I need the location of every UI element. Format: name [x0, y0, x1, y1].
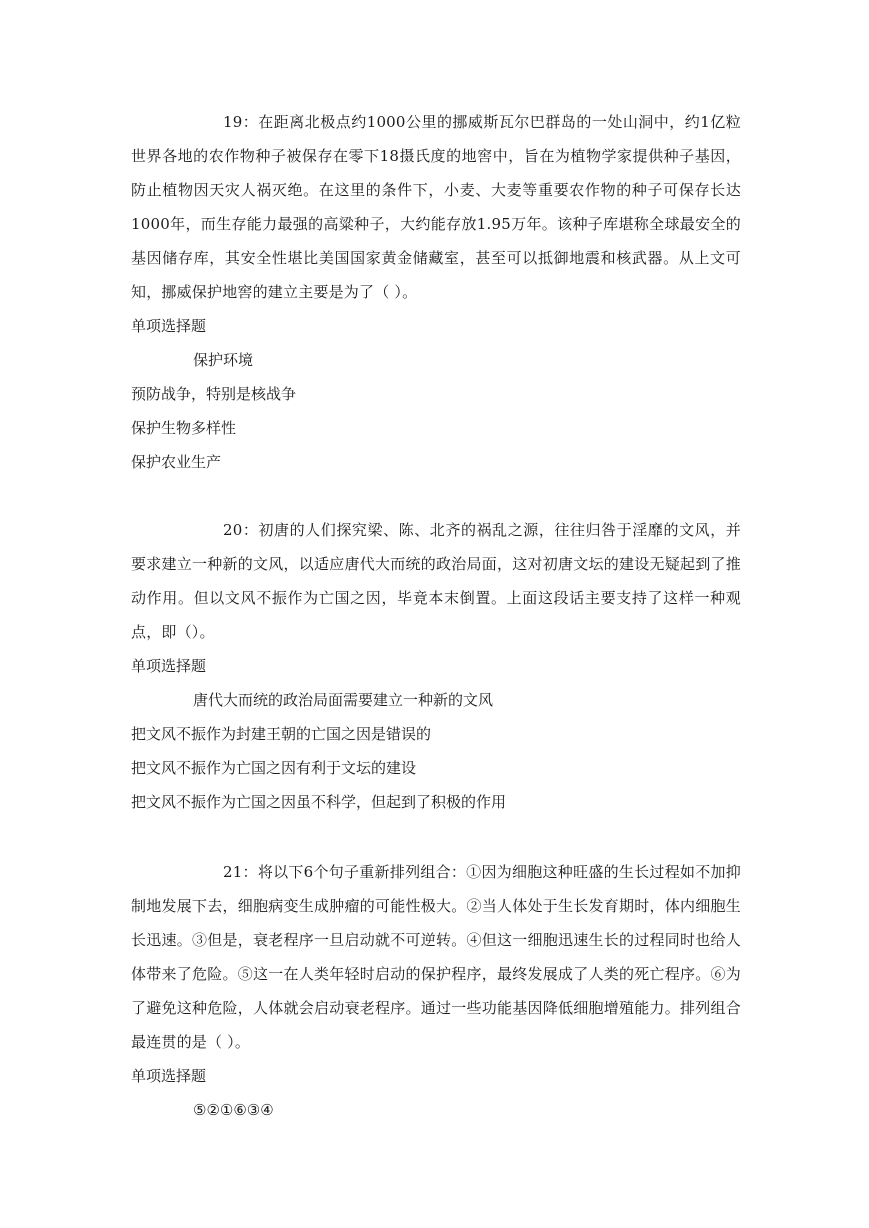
question-21: [131, 855, 741, 1127]
option-a[interactable]: 保护环境: [193, 351, 254, 369]
option-d[interactable]: 保护农业生产: [131, 453, 222, 471]
question-stem: 20：初唐的人们探究梁、陈、北齐的祸乱之源，往往归咎于淫靡的文风，并要求建立一种新的文风，以适应唐代大而统的政治局面，这对初唐文坛的建设无疑起到了推动作用。但以文风不振作为亡国之因，毕竟本末倒置。上面这段话主要支持了这样一种观点，即（）。: [131, 521, 741, 641]
question-19: [131, 105, 741, 479]
question-type-label: 单项选择题: [131, 317, 207, 335]
question-stem: 19：在距离北极点约1000公里的挪威斯瓦尔巴群岛的一处山洞中，约1亿粒世界各地的农作物种子被保存在零下18摄氏度的地窖中，旨在为植物学家提供种子基因，防止植物因天灾人祸灭绝。在这里的条件下，小麦、大麦等重要农作物的种子可保存长达1000年，而生存能力最强的高粱种子，大约能存放1.95万年。该种子库堪称全球最安全的基因储存库，其安全性堪比美国国家黄金储藏室，甚至可以抵御地震和核武器。从上文可知，挪威保护地窖的建立主要是为了（ ）。: [131, 113, 741, 301]
option-a[interactable]: ⑤②①⑥③④: [193, 1101, 274, 1119]
option-d[interactable]: 把文风不振作为亡国之因虽不科学，但起到了积极的作用: [131, 793, 507, 811]
option-c[interactable]: 保护生物多样性: [131, 419, 237, 437]
question-type-label: 单项选择题: [131, 1067, 207, 1085]
question-type-label: 单项选择题: [131, 657, 207, 675]
option-a[interactable]: 唐代大而统的政治局面需要建立一种新的文风: [193, 691, 494, 709]
question-20: [131, 513, 741, 819]
question-stem: 21：将以下6个句子重新排列组合：①因为细胞这种旺盛的生长过程如不加抑制地发展下去，细胞病变生成肿瘤的可能性极大。②当人体处于生长发育期时，体内细胞生长迅速。③但是，衰老程序一旦启动就不可逆转。④但这一细胞迅速生长的过程同时也给人体带来了危险。⑤这一在人类年轻时启动的保护程序，最终发展成了人类的死亡程序。⑥为了避免这种危险，人体就会启动衰老程序。通过一些功能基因降低细胞增殖能力。排列组合最连贯的是（ ）。: [131, 863, 741, 1051]
option-c[interactable]: 把文风不振作为亡国之因有利于文坛的建设: [131, 759, 417, 777]
option-b[interactable]: 预防战争，特别是核战争: [131, 385, 297, 403]
option-b[interactable]: 把文风不振作为封建王朝的亡国之因是错误的: [131, 725, 432, 743]
